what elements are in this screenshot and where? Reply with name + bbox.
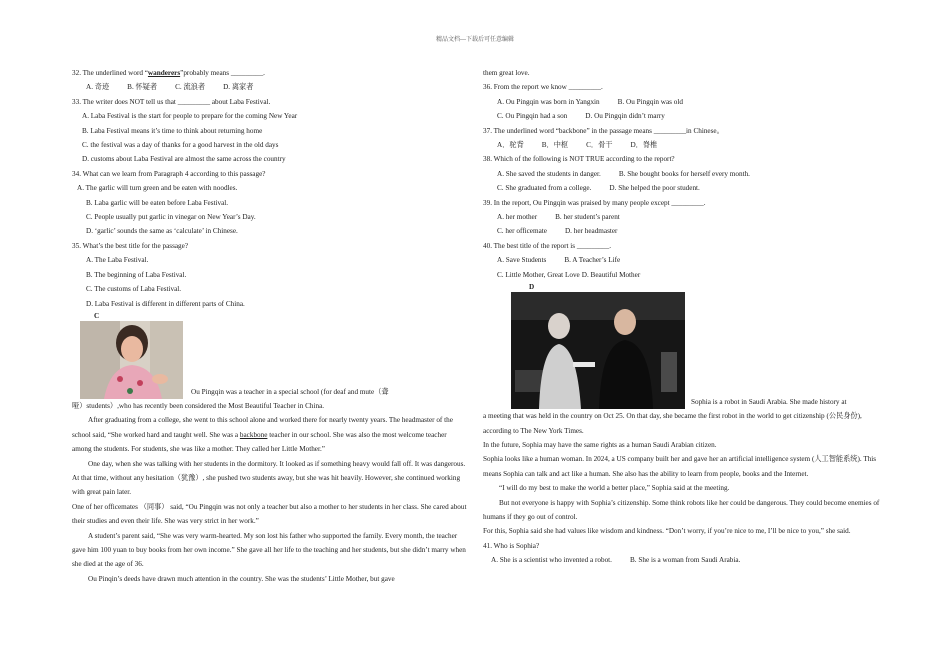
- option-b[interactable]: B. A Teacher’s Life: [564, 256, 621, 265]
- question-36-options-row-1: [483, 95, 883, 109]
- passage-d-paragraph-2: In the future, Sophia may have the same rights as a human Saudi Arabian citizen.: [483, 440, 717, 449]
- option-c[interactable]: C. the festival was a day of thanks for a good harvest in the old days: [82, 141, 279, 150]
- option-b[interactable]: B. Ou Pingqin was old: [617, 97, 683, 106]
- passage-c-paragraph-4: One of her officemates （同事） said, “Ou Pingqin was not only a teacher but also a mother to her students in her class. She cared about their studies and even their life. She was very strict in her work.”: [72, 502, 467, 526]
- question-37: 37. The underlined word “backbone” in the passage means _________in Chinese。: [483, 126, 724, 135]
- question-36: 36. From the report we know _________.: [483, 83, 603, 92]
- option-c[interactable]: C. Little Mother, Great Love: [497, 270, 580, 279]
- option-a[interactable]: A. The Laba Festival.: [86, 256, 149, 265]
- question-38-options-row-1: [483, 167, 883, 181]
- section-d-label: D: [529, 283, 535, 292]
- passage-d-paragraph-1: a meeting that was held in the country on Oct 25. On that day, she became the first robot in the world to get citizenship (公民身份), according to The New York Times.: [483, 412, 862, 435]
- passage-c-paragraph-3: One day, when she was talking with her students in the dormitory. It looked as if something heavy would fall off. It was dangerous. At that time, without any hesitation（犹豫）, she pushed two students away, but she was hit heavily. However, she continued working with great pain later.: [72, 459, 466, 497]
- option-a[interactable]: A. Laba Festival is the start for people to prepare for the coming New Year: [82, 112, 298, 121]
- question-40-options-row-1: [483, 253, 883, 267]
- option-a[interactable]: A．驼背: [497, 141, 524, 150]
- passage-c-photo-row: [72, 321, 467, 399]
- question-39-options-row-2: [483, 224, 883, 238]
- question-35: 35. What’s the best title for the passage?: [72, 241, 189, 250]
- left-column: [72, 66, 467, 586]
- passage-c-first-line: Ou Pingqin was a teacher in a special school (for deaf and mute（聋: [191, 387, 389, 396]
- question-39: 39. In the report, Ou Pingqin was praised by many people except _________.: [483, 198, 706, 207]
- option-a[interactable]: A. She saved the students in danger.: [497, 169, 601, 178]
- option-d[interactable]: D. Beautiful Mother: [581, 270, 641, 279]
- question-36-options-row-2: [483, 109, 883, 123]
- page-header: 精品文档---下载后可任意编辑: [436, 37, 514, 43]
- passage-continuation: them great love.: [483, 69, 530, 77]
- question-40: 40. The best title of the report is _________.: [483, 241, 612, 250]
- option-d[interactable]: D. Ou Pingqin didn’t marry: [585, 112, 665, 121]
- option-b[interactable]: B. Laba Festival means it’s time to think about returning home: [82, 126, 263, 135]
- option-b[interactable]: B. 怀疑者: [127, 83, 158, 92]
- option-c[interactable]: C. her officemate: [497, 227, 547, 236]
- question-32-options: [72, 80, 467, 94]
- option-d[interactable]: D．脊椎: [630, 141, 658, 150]
- option-c[interactable]: C. The customs of Laba Festival.: [86, 285, 182, 294]
- option-d[interactable]: D. 离家者: [223, 83, 254, 92]
- option-c[interactable]: C. People usually put garlic in vinegar on New Year’s Day.: [86, 213, 256, 222]
- robot-photo: [511, 292, 685, 409]
- question-38-options-row-2: [483, 181, 883, 195]
- passage-c-paragraph-1: 哑）students）,who has recently been considered the Most Beautiful Teacher in China.: [72, 401, 325, 410]
- option-b[interactable]: B. her student’s parent: [555, 213, 620, 222]
- teacher-photo: [80, 321, 183, 399]
- question-40-options-row-2: [483, 268, 883, 282]
- option-d[interactable]: D. customs about Laba Festival are almost the same across the country: [82, 155, 286, 164]
- question-32: 32. The underlined word “wanderers”probably means _________.: [72, 69, 265, 77]
- passage-c-paragraph-2: After graduating from a college, she went to this school alone and worked there for nearly twenty years. The headmaster of the school said, “She worked hard and taught well. She was a backbone teacher in our school. She was also the most welcome teacher among the students. For students, she was like a mother. They called her Little Mother.”: [72, 416, 453, 454]
- option-b[interactable]: B. Laba garlic will be eaten before Laba Festival.: [86, 198, 229, 207]
- section-c-label: C: [94, 311, 100, 320]
- option-d[interactable]: D. ‘garlic’ sounds the same as ‘calculate’ in Chinese.: [86, 227, 238, 236]
- underlined-word: backbone: [239, 430, 268, 439]
- question-37-options: [483, 138, 883, 152]
- option-c[interactable]: C．骨干: [586, 141, 613, 150]
- question-34: 34. What can we learn from Paragraph 4 according to this passage?: [72, 169, 266, 178]
- option-c[interactable]: C. She graduated from a college.: [497, 184, 592, 193]
- option-d[interactable]: D. her headmaster: [564, 227, 618, 236]
- option-b[interactable]: B. The beginning of Laba Festival.: [86, 270, 187, 279]
- option-a[interactable]: A. Ou Pingqin was born in Yangxin: [497, 97, 600, 106]
- passage-d-paragraph-6: For this, Sophia said she had values like wisdom and kindness. “Don’t worry, if you’re nice to me, I’ll be nice to you,” she said.: [483, 527, 851, 536]
- passage-d-paragraph-3: Sophia looks like a human woman. In 2024, a US company built her and gave her an artificial intelligence system (人工智能系统). This means Sophia can talk and act like a human. She also has the ability to learn from people, books and the Internet.: [483, 455, 877, 478]
- right-column: [483, 66, 883, 568]
- option-a[interactable]: A. She is a scientist who invented a robot.: [491, 556, 612, 565]
- question-33: 33. The writer does NOT tell us that _________ about Laba Festival.: [72, 97, 271, 106]
- passage-d-paragraph-5: But not everyone is happy with Sophia’s citizenship. Some think robots like her could be dangerous. They could become enemies of humans if they go out of control.: [483, 498, 880, 521]
- question-41: 41. Who is Sophia?: [483, 541, 540, 550]
- passage-d-photo-row: [483, 292, 883, 409]
- option-b[interactable]: B. She is a woman from Saudi Arabia.: [629, 556, 741, 565]
- question-39-options-row-1: [483, 210, 883, 224]
- option-b[interactable]: B．中枢: [541, 141, 569, 150]
- passage-d-paragraph-4: “I will do my best to make the world a better place,” Sophia said at the meeting.: [499, 484, 730, 493]
- option-d[interactable]: D. Laba Festival is different in different parts of China.: [86, 299, 245, 308]
- passage-d-first-line: Sophia is a robot in Saudi Arabia. She made history at: [691, 397, 847, 406]
- question-41-options: [483, 553, 883, 567]
- option-d[interactable]: D. She helped the poor student.: [609, 184, 700, 193]
- passage-c-paragraph-5: A student’s parent said, “She was very warm-hearted. My son lost his father who supported the family. Every month, the teacher gave him 100 yuan to buy books from her own income.” She gave all her life to the teaching and her students, but she didn’t marry when she died at the age of 36.: [72, 531, 466, 569]
- option-c[interactable]: C. 流浪者: [175, 83, 206, 92]
- option-a[interactable]: A. The garlic will turn green and be eaten with noodles.: [77, 184, 238, 193]
- option-a[interactable]: A. 奇迹: [86, 83, 110, 92]
- question-38: 38. Which of the following is NOT TRUE according to the report?: [483, 155, 675, 164]
- underlined-word: wanderers: [147, 69, 181, 77]
- option-c[interactable]: C. Ou Pingqin had a son: [497, 112, 568, 121]
- option-a[interactable]: A. her mother: [497, 213, 538, 222]
- option-a[interactable]: A. Save Students: [497, 256, 547, 265]
- passage-c-paragraph-6: Ou Pinqin’s deeds have drawn much attention in the country. She was the students’ Little Mother, but gave: [88, 574, 395, 583]
- option-b[interactable]: B. She bought books for herself every month.: [618, 169, 750, 178]
